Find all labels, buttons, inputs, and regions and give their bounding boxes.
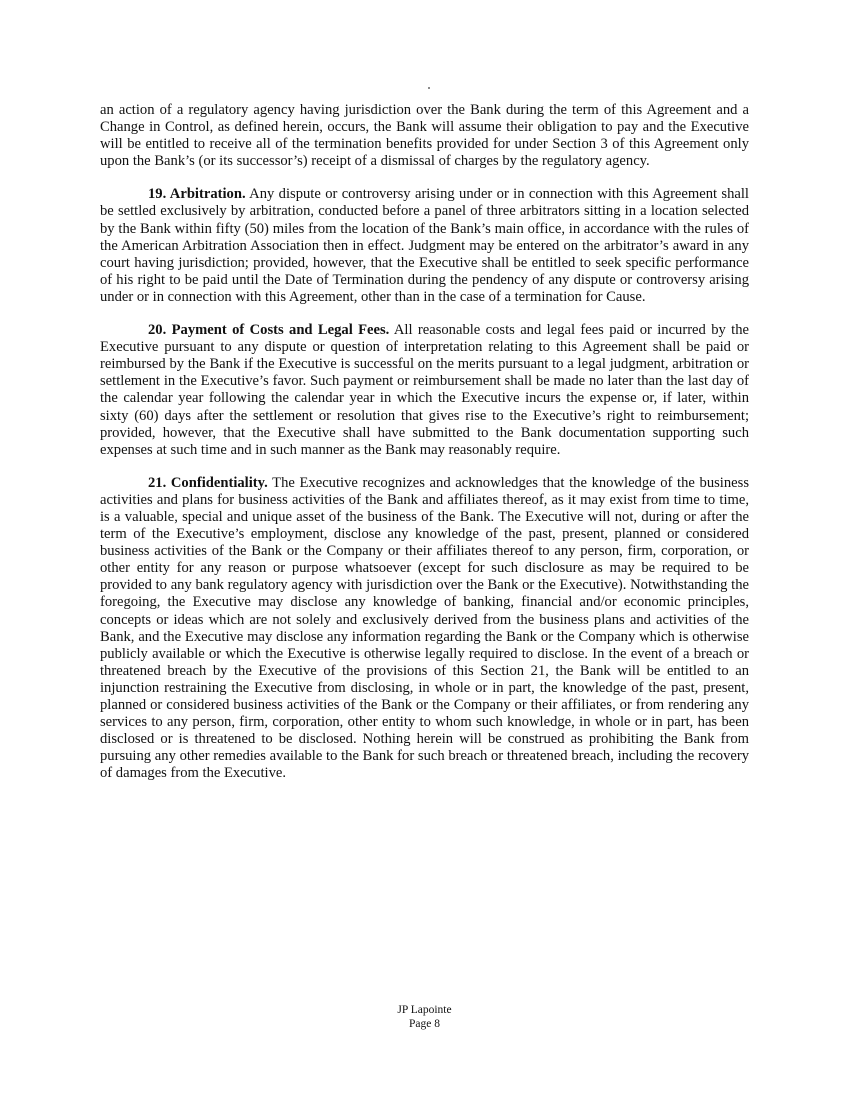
section-20-costs-legal-fees	[100, 322, 749, 459]
footer-name: JP Lapointe	[397, 1004, 452, 1016]
stray-mark	[428, 87, 430, 89]
section-19-arbitration	[100, 186, 749, 306]
section-heading: 19. Arbitration.	[148, 186, 246, 203]
section-body: All reasonable costs and legal fees paid or incurred by the Executive pursuant to any dispute or question of interpretation relating to this Agreement shall be paid or reimbursed by the Bank if the Executive is successful on the merits pursuant to a legal judgment, arbitration or settlement in the Executive’s favor. Such payment or reimbursement shall be made no later than the last day of the calendar year following the calendar year in which the Executive incurs the expense or, if later, within sixty (60) days after the settlement or resolution that gives rise to the Executive’s right to reimbursement; provided, however, that the Executive shall have submitted to the Bank documentation supporting such expenses at such time and in such manner as the Bank may reasonably require.	[100, 322, 749, 458]
section-body: The Executive recognizes and acknowledges that the knowledge of the business activities and plans for business activities of the Bank and affiliates thereof, as it may exist from time to time, is a valuable, special and unique asset of the business of the Bank. The Executive will not, during or after the term of the Executive’s employment, disclose any knowledge of the past, present, planned or considered business activities of the Bank or the Company or their affiliates thereof to any person, firm, corporation, or other entity for any reason or purpose whatsoever (except for such disclosure as may be required to be provided to any bank regulatory agency with jurisdiction over the Bank or the Executive). Notwithstanding the foregoing, the Executive may disclose any knowledge of banking, financial and/or economic principles, concepts or ideas which are not solely and exclusively derived from the business plans and activities of the Bank, and the Executive may disclose any information regarding the Bank or the Company which is otherwise publicly available or which the Executive is otherwise legally required to disclose. In the event of a breach or threatened breach by the Executive of the provisions of this Section 21, the Bank will be entitled to an injunction restraining the Executive from disclosing, in whole or in part, the knowledge of the past, present, planned or considered business activities of the Bank or the Company or their affiliates, or from rendering any services to any person, firm, corporation, other entity to whom such knowledge, in whole or in part, has been disclosed or is threatened to be disclosed. Nothing herein will be construed as prohibiting the Bank from pursuing any other remedies available to the Bank for such breach or threatened breach, including the recovery of damages from the Executive.	[100, 474, 749, 782]
section-body: Any dispute or controversy arising under or in connection with this Agreement shall be settled exclusively by arbitration, conducted before a panel of three arbitrators sitting in a location selected by the Bank within fifty (50) miles from the location of the Bank’s main office, in accordance with the rules of the American Arbitration Association then in effect. Judgment may be entered on the arbitrator’s award in any court having jurisdiction; provided, however, that the Executive shall be entitled to seek specific performance of his right to be paid until the Date of Termination during the pendency of any dispute or controversy arising under or in connection with this Agreement, other than in the case of a termination for Cause.	[100, 186, 749, 305]
page-footer	[0, 1003, 849, 1031]
continuation-paragraph: an action of a regulatory agency having jurisdiction over the Bank during the term of this Agreement and a Change in Control, as defined herein, occurs, the Bank will assume their obligation to pay and the Executive will be entitled to receive all of the termination benefits provided for under Section 3 of this Agreement only upon the Bank’s (or its successor’s) receipt of a dismissal of charges by the regulatory agency.	[100, 102, 749, 170]
section-heading: 20. Payment of Costs and Legal Fees.	[148, 322, 390, 339]
document-page	[100, 102, 749, 798]
section-21-confidentiality	[100, 475, 749, 783]
page-number: Page 8	[409, 1018, 440, 1030]
section-heading: 21. Confidentiality.	[148, 474, 268, 491]
